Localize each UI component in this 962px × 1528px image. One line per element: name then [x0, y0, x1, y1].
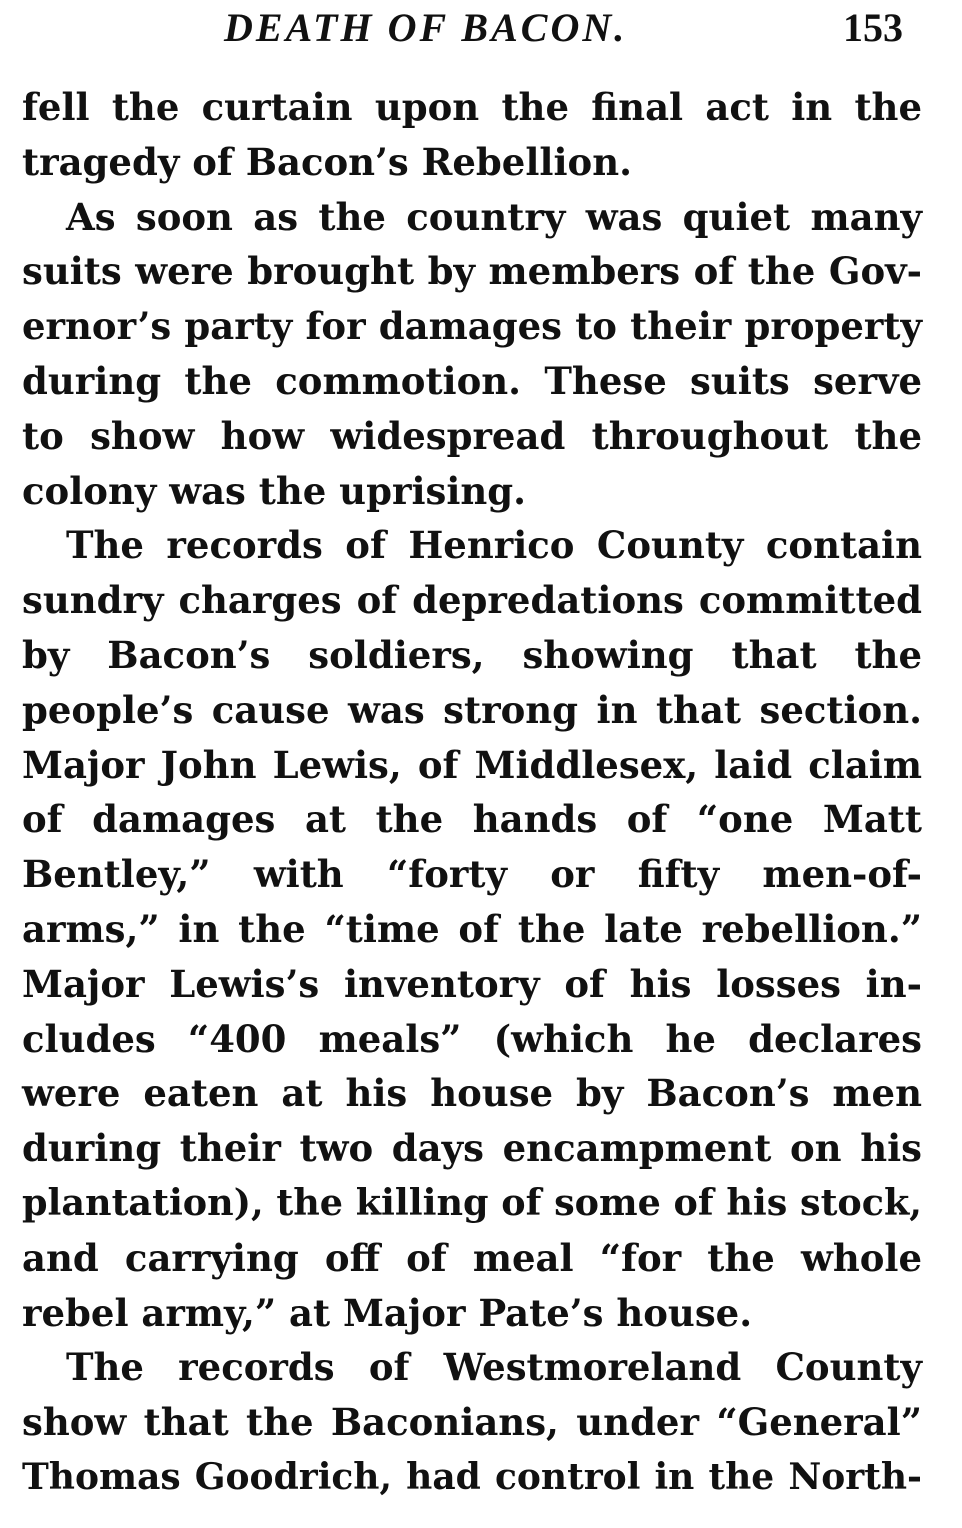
body-text: [22, 80, 922, 1505]
text-line: of damages at the hands of “one Matt: [22, 797, 922, 842]
text-line: sundry charges of depredations committed: [22, 578, 922, 623]
text-line: and carrying off of meal “for the whole: [22, 1235, 922, 1280]
text-line: people’s cause was strong in that section.: [22, 687, 922, 732]
text-line: during the commotion. These suits serve: [22, 358, 922, 403]
text-line: rebel army,” at Major Pate’s house.: [22, 1290, 753, 1335]
text-line: Bentley,” with “forty or fifty men-of-: [22, 852, 922, 897]
text-line: As soon as the country was quiet many: [66, 194, 922, 239]
text-line: plantation), the killing of some of his stock,: [22, 1180, 922, 1224]
text-line: Major John Lewis, of Middlesex, laid claim: [22, 742, 922, 787]
text-line: were eaten at his house by Bacon’s men: [22, 1071, 922, 1116]
text-line: arms,” in the “time of the late rebellion.”: [22, 906, 922, 951]
text-line: suits were brought by members of the Gov-: [22, 249, 922, 294]
text-line: fell the curtain upon the final act in the: [22, 85, 922, 129]
running-header: [0, 2, 962, 58]
text-line: cludes “400 meals” (which he declares: [22, 1016, 922, 1061]
text-line: show that the Baconians, under “General”: [22, 1400, 922, 1445]
text-line: during their two days encampment on his: [22, 1126, 922, 1171]
text-line: by Bacon’s soldiers, showing that the: [22, 632, 922, 677]
text-line: colony was the uprising.: [22, 468, 527, 513]
text-line: Major Lewis’s inventory of his losses in-: [22, 961, 922, 1006]
text-line: to show how widespread throughout the: [22, 413, 922, 458]
page-number: 153: [843, 5, 903, 50]
text-line: The records of Henrico County contain: [66, 523, 922, 568]
running-title: DEATH OF BACON.: [224, 5, 628, 50]
text-line: tragedy of Bacon’s Rebellion.: [22, 139, 632, 184]
text-line: ernor’s party for damages to their property: [22, 304, 922, 349]
text-line: The records of Westmoreland County: [66, 1345, 922, 1390]
text-line: Thomas Goodrich, had control in the North-: [22, 1455, 922, 1498]
